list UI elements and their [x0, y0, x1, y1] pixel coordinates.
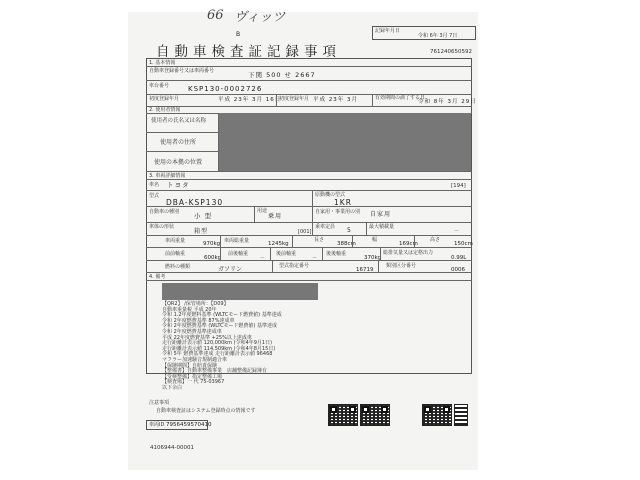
form-mark: B	[236, 31, 241, 38]
remark-line: 令和 2年度燃費基準達成車	[162, 328, 222, 335]
handwritten-car-name: ヴィッツ	[234, 10, 286, 25]
length-value: 388cm	[337, 241, 356, 247]
expiry-label: 有効期間の満了する日	[375, 95, 426, 101]
body-value: 箱型	[194, 228, 209, 235]
class-no-label: 類別区分番号	[386, 263, 417, 269]
qr-code-3	[422, 404, 452, 426]
maker-label: 車名	[149, 182, 160, 188]
gross-weight-label: 車両総重量	[224, 238, 250, 244]
fuel-value: ガソリン	[218, 266, 243, 273]
reg-label: 自動車登録番号又は車両番号	[149, 68, 215, 74]
gross-weight-value: 1245kg	[268, 241, 289, 247]
expiry-value: 令和 8年 3月 29日	[418, 99, 477, 105]
user-name-label: 使用者の氏名又は名称	[151, 118, 207, 124]
section2-heading: 2. 使用者情報	[149, 107, 181, 113]
remark-line: 令和 2年度燃費基準 87%達成車	[162, 317, 235, 324]
base-location-label: 使用の本拠の位置	[154, 159, 203, 166]
document-code: 4106944-00001	[150, 445, 194, 451]
displacement-label: 総排気量又は定格出力	[383, 250, 434, 256]
use-value: 乗用	[268, 213, 283, 220]
weight-value: 970kg	[203, 241, 221, 247]
class-no-value: 0006	[451, 267, 465, 273]
first-reg-ym-label: 初度登録年月	[279, 96, 310, 102]
engine-label: 原動機の型式	[315, 192, 346, 198]
chassis-value: KSP130-0002726	[188, 85, 263, 93]
notice-text: 自動車検査証はシステム登録時点の情報です	[156, 408, 256, 414]
width-label: 幅	[372, 237, 378, 243]
serial-number: 761240650592	[430, 49, 472, 55]
section3-heading: 3. 車両詳細情報	[149, 173, 186, 179]
reg-value: 下関 500 せ 2667	[248, 71, 316, 79]
remark-line: 平成 22年度燃費基準 +25%以上達成車	[162, 334, 252, 341]
redacted-remarks	[162, 283, 318, 300]
length-label: 長さ	[314, 237, 325, 243]
first-reg-ym-value: 平成 23年 3月	[313, 97, 358, 103]
qr-code-1	[328, 404, 358, 426]
remark-line: 【検査場】一 代 75-03967	[162, 379, 225, 386]
rear-front-axle-value: －	[312, 255, 319, 261]
remarks-list	[162, 302, 362, 392]
front-rear-axle-label: 前後軸重	[228, 251, 249, 257]
front-rear-axle-value: －	[260, 255, 267, 261]
displacement-value: 0.99L	[451, 255, 467, 261]
type-no-label: 型式指定番号	[279, 263, 310, 269]
qr-code-4	[454, 404, 468, 426]
remark-line: 自動車重量税 平成 20年	[162, 306, 217, 313]
model-label: 型式	[149, 193, 160, 199]
section1-heading: 1. 基本情報	[149, 60, 176, 66]
use-label: 用途	[257, 208, 268, 214]
height-label: 高さ	[430, 237, 441, 243]
issue-date-value: 令和 6年 3月 7日	[418, 33, 458, 39]
capacity-label: 乗車定員	[315, 224, 336, 230]
body-label: 車体の形状	[149, 224, 175, 230]
usage-value: 自家用	[370, 211, 392, 218]
remark-line: マフラー加速騒音規制適合車	[162, 356, 228, 363]
maker-code: [194]	[451, 183, 466, 189]
weight-label: 車両重量	[165, 238, 186, 244]
first-reg-value: 平成 23年 3月 16日	[218, 97, 282, 103]
rear-front-axle-label: 後前軸重	[276, 251, 297, 257]
document-title: 自動車検査証記録事項	[156, 44, 341, 60]
remark-line: 【整備書】自動車整備事業 店舗整備記録簿有	[162, 368, 268, 375]
notice-heading: 注意事項	[149, 400, 170, 406]
maker-value: トヨタ	[167, 181, 190, 189]
max-load-value: －	[454, 228, 461, 234]
height-value: 150cm	[454, 241, 473, 247]
engine-value: 1KR	[334, 198, 352, 207]
kind-value: 小 型	[194, 212, 213, 220]
remark-line: 【受検整備】指定整備工場	[162, 373, 223, 380]
front-axle-value: 600kg	[204, 255, 222, 261]
width-value: 169cm	[399, 241, 418, 247]
remark-line: 【保険期間】自賠責保険	[162, 362, 218, 369]
user-address-label: 使用者の住所	[160, 139, 197, 146]
kind-label: 自動車の種別	[149, 209, 180, 215]
first-reg-label: 初度登録年月	[149, 96, 180, 102]
model-value: DBA-KSP130	[166, 198, 224, 207]
remark-line: 走行距離計表示値 114,509km (令和4年8月15日)	[162, 345, 276, 352]
front-axle-label: 前前軸重	[165, 251, 186, 257]
vehicle-id-label: 車両ID	[149, 422, 165, 428]
remark-line: 令和 5年 燃費基準達成 走行距離計表示値 96468	[162, 351, 273, 358]
max-load-label: 最大積載量	[369, 224, 395, 230]
issue-date-label: 記録年月日	[375, 28, 401, 34]
rear-axle-label: 後後軸重	[326, 251, 347, 257]
redacted-user-info	[219, 113, 471, 171]
handwritten-number: 66	[207, 8, 224, 23]
usage-label: 自家用・事業用の別	[315, 209, 361, 215]
remark-line: 令和 1.2年度燃料基準 (WLTCモード燃費値) 基準達成	[162, 312, 282, 319]
capacity-value: 5	[347, 227, 352, 234]
remark-line: 走行距離計表示値 120,000km (令和4年9月1日)	[162, 340, 273, 347]
chassis-label: 車台番号	[149, 83, 170, 89]
rear-axle-value: 370kg	[364, 255, 382, 261]
body-code: [001]	[298, 229, 312, 235]
remark-line: 令和 2年度燃費基準 (WLTCモード燃費値) 基準達成	[162, 323, 277, 330]
fuel-label: 燃料の種類	[165, 264, 191, 270]
qr-code-2	[360, 404, 390, 426]
remark-line: 以下余白	[162, 384, 183, 391]
vehicle-id-value: 7956459570410	[166, 422, 212, 428]
section4-heading: 4. 備考	[149, 274, 166, 280]
type-no-value: 16719	[356, 267, 374, 273]
remark-line: 【QR2】 /保管場所：【D09】	[162, 301, 229, 307]
